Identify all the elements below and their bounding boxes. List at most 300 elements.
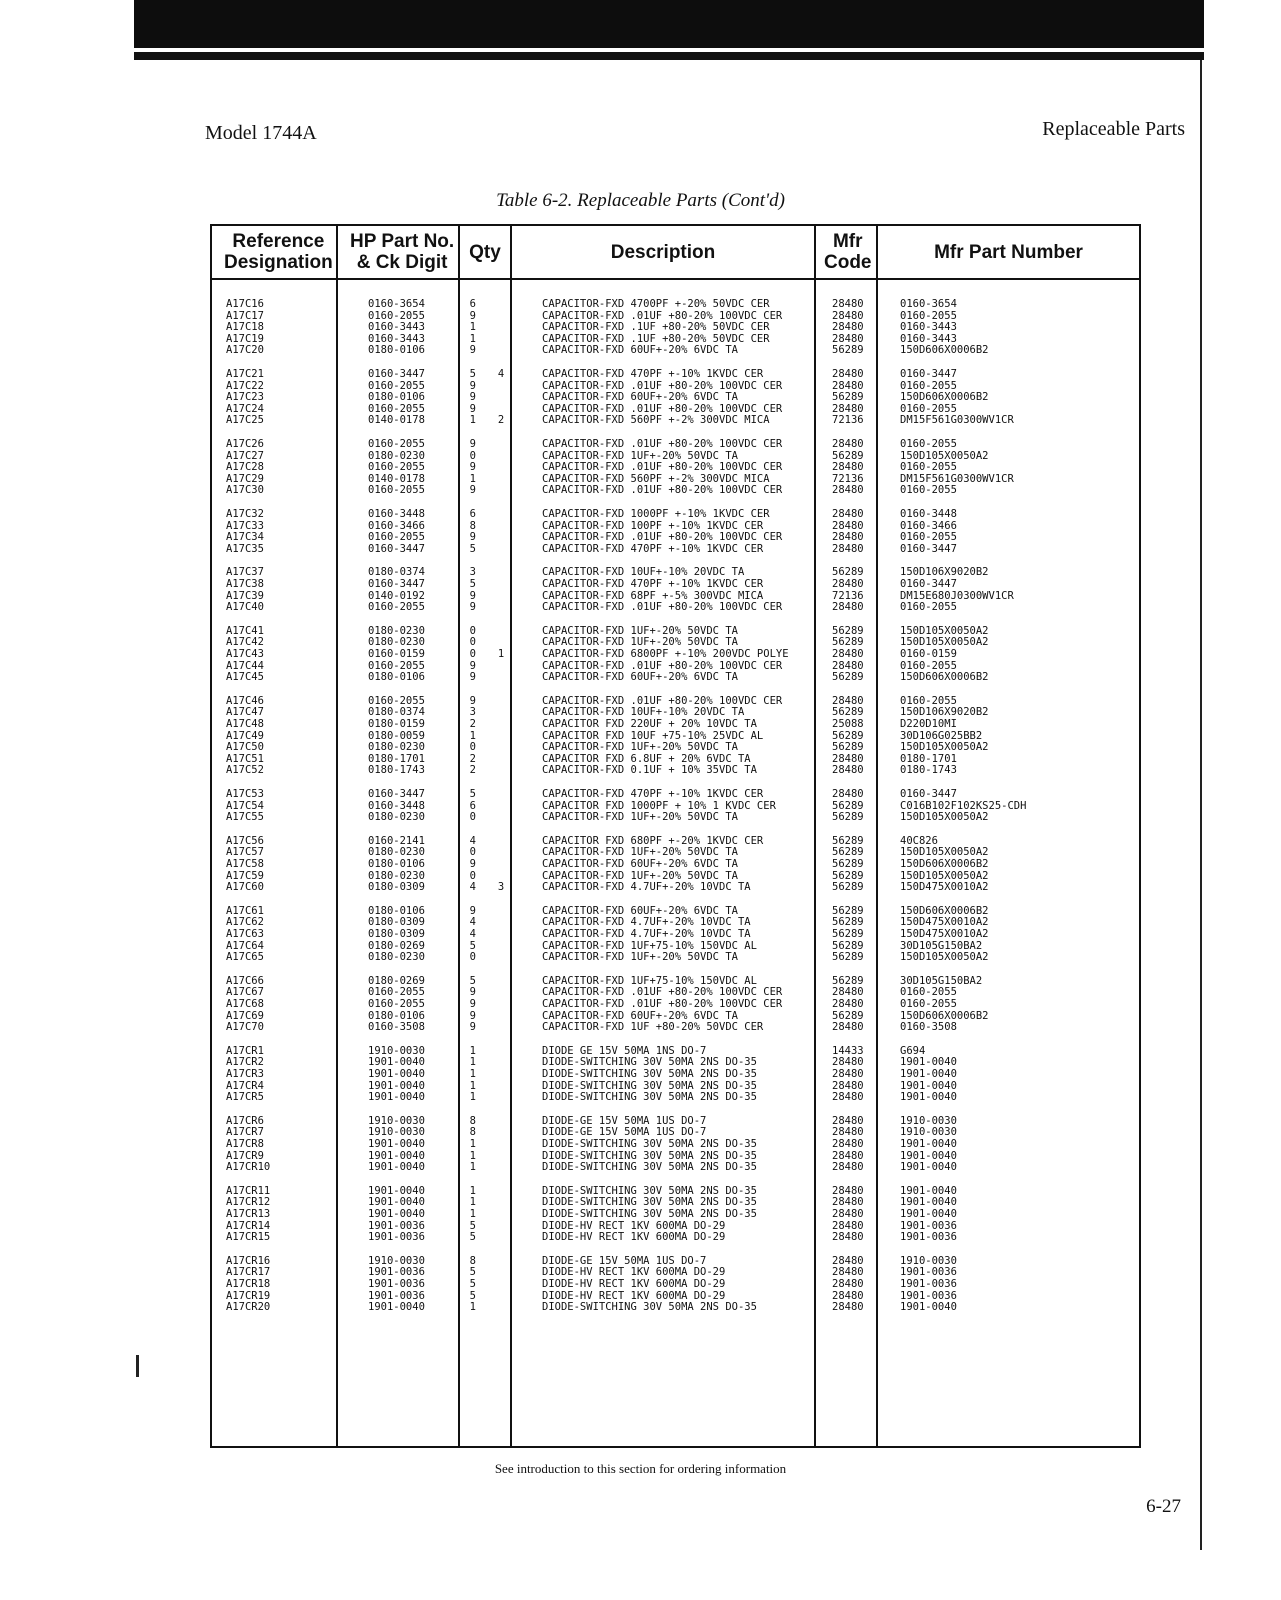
cell-part: 0180-0106 [368, 391, 425, 404]
cell-mpn: 150D105X0050A2 [900, 846, 989, 859]
cell-ref: A17C22 [226, 379, 264, 392]
cell-ref: A17CR8 [226, 1138, 264, 1150]
cell-mpn: 150D606X0006B2 [900, 671, 989, 684]
table-row [212, 414, 1139, 426]
cell-desc: DIODE-SWITCHING 30V 50MA 2NS DO-35 [542, 1138, 757, 1150]
cell-part: 0180-0106 [368, 671, 425, 684]
table-row [212, 695, 1139, 707]
table-row [212, 636, 1139, 648]
cell-ref: A17CR7 [226, 1126, 264, 1139]
cell-desc: CAPACITOR FXD 6.8UF + 20% 6VDC TA [542, 752, 751, 765]
cell-mfr: 28480 [832, 1091, 864, 1104]
cell-part: 0160-2141 [368, 834, 425, 847]
col-mfr-part-header: Mfr Part Number [934, 241, 1083, 263]
cell-part: 1901-0040 [368, 1068, 425, 1080]
cell-mpn: 0160-2055 [900, 379, 957, 392]
cell-desc: CAPACITOR-FXD 4700PF +-20% 50VDC CER [542, 298, 770, 310]
cell-ck: 9 [469, 309, 476, 322]
cell-ref: A17CR15 [226, 1231, 271, 1244]
cell-mfr: 56289 [832, 449, 864, 462]
table-row [212, 1091, 1139, 1103]
cell-mpn: 150D106X9020B2 [900, 706, 989, 719]
cell-desc: CAPACITOR-FXD 470PF +-10% 1KVDC CER [542, 542, 764, 555]
cell-ck: 5 [469, 1231, 476, 1244]
cell-ck: 1 [469, 1068, 476, 1080]
cell-ref: A17C25 [226, 414, 264, 427]
cell-ref: A17C38 [226, 578, 264, 590]
cell-mfr: 28480 [832, 484, 864, 497]
cell-mfr: 28480 [832, 402, 864, 415]
cell-mpn: 0160-0159 [900, 648, 957, 660]
cell-mfr: 28480 [832, 1149, 864, 1162]
cell-ref: A17C24 [226, 402, 264, 415]
cell-ref: A17CR16 [226, 1254, 271, 1267]
cell-desc: DIODE-HV RECT 1KV 600MA DO-29 [542, 1278, 726, 1290]
cell-part: 0180-0309 [368, 928, 425, 940]
cell-mfr: 56289 [832, 811, 864, 824]
cell-part: 0180-0106 [368, 858, 425, 870]
cell-ck: 8 [469, 1114, 476, 1127]
cell-mpn: 1901-0036 [900, 1289, 957, 1302]
cell-mpn: 150D606X0006B2 [900, 344, 989, 357]
cell-ref: A17C53 [226, 788, 264, 800]
cell-desc: DIODE-SWITCHING 30V 50MA 2NS DO-35 [542, 1161, 757, 1174]
cell-ck: 0 [469, 811, 476, 824]
cell-part: 0160-3447 [368, 578, 425, 590]
cell-desc: CAPACITOR-FXD 1000PF +-10% 1KVDC CER [542, 508, 770, 520]
cell-desc: CAPACITOR-FXD .01UF +80-20% 100VDC CER [542, 531, 783, 544]
cell-mpn: 0160-2055 [900, 986, 957, 999]
table-row [212, 625, 1139, 637]
cell-ref: A17CR5 [226, 1091, 264, 1104]
cell-ck: 5 [469, 939, 476, 952]
cell-ck: 0 [469, 869, 476, 882]
cell-part: 0160-2055 [368, 694, 425, 707]
cell-mpn: 1901-0040 [900, 1149, 957, 1162]
cell-ref: A17C23 [226, 391, 264, 404]
cell-ref: A17CR10 [226, 1161, 271, 1174]
table-row [212, 870, 1139, 882]
section-title: Replaceable Parts [1042, 118, 1185, 140]
cell-desc: CAPACITOR-FXD 60UF+-20% 6VDC TA [542, 858, 738, 870]
cell-mpn: 1910-0030 [900, 1254, 957, 1267]
table-row [212, 846, 1139, 858]
table-row [212, 648, 1139, 660]
cell-mpn: 30D105G150BA2 [900, 939, 983, 952]
table-row [212, 310, 1139, 322]
cell-desc: CAPACITOR-FXD 1UF+-20% 50VDC TA [542, 449, 738, 462]
cell-desc: CAPACITOR FXD 680PF +-20% 1KVDC CER [542, 834, 764, 847]
cell-desc: CAPACITOR-FXD .01UF +80-20% 100VDC CER [542, 379, 783, 392]
cell-mpn: 0160-3654 [900, 298, 957, 310]
table-row [212, 660, 1139, 672]
table-row [212, 578, 1139, 590]
cell-desc: CAPACITOR-FXD 60UF+-20% 6VDC TA [542, 344, 738, 357]
cell-desc: CAPACITOR-FXD .01UF +80-20% 100VDC CER [542, 601, 783, 614]
cell-desc: CAPACITOR-FXD .1UF +80-20% 50VDC CER [542, 321, 770, 334]
cell-mpn: 1901-0040 [900, 1208, 957, 1220]
table-row [212, 298, 1139, 310]
cell-desc: DIODE-GE 15V 50MA 1US DO-7 [542, 1254, 707, 1267]
margin-mark [136, 1355, 139, 1377]
cell-ref: A17C17 [226, 309, 264, 322]
cell-mfr: 28480 [832, 788, 864, 800]
table-row [212, 1278, 1139, 1290]
col-description-header: Description [610, 241, 716, 263]
cell-mpn: DM15E680J0300WV1CR [900, 589, 1014, 602]
cell-mfr: 28480 [832, 1278, 864, 1290]
cell-ref: A17C70 [226, 1021, 264, 1034]
cell-ck: 1 [469, 1301, 476, 1314]
cell-ck: 0 [469, 846, 476, 859]
cell-mfr: 28480 [832, 1301, 864, 1314]
cell-ck: 4 [469, 928, 476, 940]
cell-mfr: 28480 [832, 1114, 864, 1127]
cell-mfr: 56289 [832, 928, 864, 940]
cell-mfr: 28480 [832, 1021, 864, 1034]
cell-ck: 9 [469, 904, 476, 917]
table-row [212, 1185, 1139, 1197]
cell-ck: 2 [469, 764, 476, 777]
cell-desc: CAPACITOR-FXD 560PF +-2% 300VDC MICA [542, 472, 770, 485]
cell-ref: A17C43 [226, 648, 264, 660]
cell-part: 0160-3443 [368, 332, 425, 345]
cell-desc: DIODE-SWITCHING 30V 50MA 2NS DO-35 [542, 1091, 757, 1104]
cell-desc: DIODE-GE 15V 50MA 1US DO-7 [542, 1126, 707, 1139]
cell-mpn: DM15F561G0300WV1CR [900, 414, 1014, 427]
cell-ck: 9 [469, 601, 476, 614]
cell-mpn: 40C826 [900, 834, 938, 847]
cell-part: 0180-0374 [368, 706, 425, 719]
table-row [212, 1220, 1139, 1232]
table-row [212, 1290, 1139, 1302]
cell-part: 1901-0036 [368, 1266, 425, 1279]
header-rule [134, 52, 1204, 60]
parts-table [210, 224, 1141, 1448]
cell-ref: A17CR6 [226, 1114, 264, 1127]
cell-ref: A17C59 [226, 869, 264, 882]
cell-ref: A17C21 [226, 368, 264, 380]
cell-ref: A17C55 [226, 811, 264, 824]
cell-ref: A17C29 [226, 472, 264, 485]
cell-part: 0180-0230 [368, 869, 425, 882]
cell-mfr: 56289 [832, 671, 864, 684]
cell-part: 1901-0040 [368, 1196, 425, 1209]
table-row [212, 508, 1139, 520]
cell-ref: A17C60 [226, 881, 264, 894]
cell-desc: CAPACITOR-FXD 1UF+-20% 50VDC TA [542, 624, 738, 637]
cell-part: 0160-2055 [368, 461, 425, 474]
cell-mfr: 72136 [832, 589, 864, 602]
cell-mpn: C016B102F102KS25-CDH [900, 799, 1027, 812]
cell-ck: 1 [469, 1091, 476, 1104]
table-row [212, 391, 1139, 403]
cell-ck: 0 [469, 741, 476, 754]
cell-desc: CAPACITOR-FXD 1UF+-20% 50VDC TA [542, 869, 738, 882]
cell-part: 0180-0106 [368, 904, 425, 917]
cell-ck: 5 [469, 788, 476, 800]
cell-ref: A17C32 [226, 508, 264, 520]
cell-ck: 0 [469, 648, 476, 660]
cell-ref: A17C39 [226, 589, 264, 602]
cell-mfr: 56289 [832, 566, 864, 579]
cell-mpn: 0160-3443 [900, 321, 957, 334]
cell-ck: 4 [469, 834, 476, 847]
cell-mfr: 28480 [832, 1208, 864, 1220]
cell-desc: CAPACITOR-FXD 4.7UF+-20% 10VDC TA [542, 881, 751, 894]
cell-mfr: 72136 [832, 472, 864, 485]
cell-mfr: 56289 [832, 951, 864, 964]
cell-ref: A17CR20 [226, 1301, 271, 1314]
cell-ref: A17C37 [226, 566, 264, 579]
cell-ref: A17C26 [226, 438, 264, 450]
cell-ref: A17C67 [226, 986, 264, 999]
table-row [212, 1021, 1139, 1033]
table-row [212, 1115, 1139, 1127]
cell-desc: CAPACITOR-FXD 68PF +-5% 300VDC MICA [542, 589, 764, 602]
cell-part: 0180-0106 [368, 1009, 425, 1022]
cell-desc: DIODE GE 15V 50MA 1NS DO-7 [542, 1044, 707, 1057]
cell-part: 0160-3466 [368, 519, 425, 532]
cell-ref: A17C49 [226, 729, 264, 742]
cell-ck: 9 [469, 484, 476, 497]
table-row [212, 380, 1139, 392]
table-row [212, 881, 1139, 893]
cell-mpn: 150D606X0006B2 [900, 391, 989, 404]
cell-mpn: 1901-0036 [900, 1266, 957, 1279]
cell-mfr: 28480 [832, 1289, 864, 1302]
cell-ref: A17C54 [226, 799, 264, 812]
cell-ck: 9 [469, 659, 476, 672]
cell-part: 0160-2055 [368, 986, 425, 999]
cell-ck: 8 [469, 1126, 476, 1139]
cell-ref: A17C65 [226, 951, 264, 964]
cell-mfr: 28480 [832, 1231, 864, 1244]
table-row [212, 671, 1139, 683]
cell-mfr: 28480 [832, 519, 864, 532]
cell-ck: 9 [469, 391, 476, 404]
cell-part: 1901-0040 [368, 1161, 425, 1174]
table-row [212, 543, 1139, 555]
table-row [212, 590, 1139, 602]
cell-ck: 1 [469, 1079, 476, 1092]
cell-part: 0140-0178 [368, 472, 425, 485]
cell-part: 0160-2055 [368, 309, 425, 322]
cell-mpn: 1901-0040 [900, 1091, 957, 1104]
table-row [212, 601, 1139, 613]
cell-ref: A17C48 [226, 718, 264, 730]
cell-mpn: 150D105X0050A2 [900, 624, 989, 637]
cell-part: 1901-0040 [368, 1184, 425, 1197]
cell-part: 0160-0159 [368, 648, 425, 660]
cell-part: 0180-0374 [368, 566, 425, 579]
cell-mfr: 28480 [832, 508, 864, 520]
cell-ck: 1 [469, 332, 476, 345]
table-row [212, 718, 1139, 730]
cell-mfr: 56289 [832, 1009, 864, 1022]
cell-ref: A17C27 [226, 449, 264, 462]
cell-mpn: 150D606X0006B2 [900, 904, 989, 917]
cell-part: 1910-0030 [368, 1126, 425, 1139]
cell-mfr: 72136 [832, 414, 864, 427]
cell-desc: CAPACITOR-FXD .01UF +80-20% 100VDC CER [542, 461, 783, 474]
table-row [212, 1056, 1139, 1068]
cell-ref: A17C57 [226, 846, 264, 859]
cell-mfr: 28480 [832, 438, 864, 450]
cell-ref: A17CR13 [226, 1208, 271, 1220]
cell-part: 0160-2055 [368, 379, 425, 392]
cell-ck: 1 [469, 321, 476, 334]
cell-part: 0140-0192 [368, 589, 425, 602]
cell-ck: 4 [469, 916, 476, 929]
cell-part: 0140-0178 [368, 414, 425, 427]
cell-part: 1901-0036 [368, 1231, 425, 1244]
cell-part: 0160-3508 [368, 1021, 425, 1034]
cell-mpn: 0160-3447 [900, 578, 957, 590]
cell-desc: DIODE-SWITCHING 30V 50MA 2NS DO-35 [542, 1056, 757, 1069]
cell-mpn: 0160-2055 [900, 438, 957, 450]
cell-mpn: 0160-3466 [900, 519, 957, 532]
table-row [212, 1266, 1139, 1278]
cell-part: 0180-0230 [368, 741, 425, 754]
cell-part: 0160-2055 [368, 998, 425, 1010]
table-row [212, 940, 1139, 952]
cell-ref: A17C44 [226, 659, 264, 672]
cell-desc: CAPACITOR-FXD 60UF+-20% 6VDC TA [542, 391, 738, 404]
cell-part: 0180-0269 [368, 974, 425, 987]
table-row [212, 484, 1139, 496]
cell-ref: A17CR2 [226, 1056, 264, 1069]
table-row [212, 811, 1139, 823]
cell-mpn: 1901-0036 [900, 1219, 957, 1232]
cell-part: 0180-0230 [368, 811, 425, 824]
cell-part: 1901-0040 [368, 1149, 425, 1162]
cell-part: 0160-2055 [368, 531, 425, 544]
cell-mpn: 150D606X0006B2 [900, 1009, 989, 1022]
cell-ck: 0 [469, 636, 476, 649]
cell-mpn: 0160-3447 [900, 788, 957, 800]
table-row [212, 1138, 1139, 1150]
cell-mfr: 28480 [832, 1219, 864, 1232]
cell-ref: A17C19 [226, 332, 264, 345]
cell-ck: 2 [469, 752, 476, 765]
cell-desc: DIODE-GE 15V 50MA 1US DO-7 [542, 1114, 707, 1127]
cell-mpn: 0160-3447 [900, 542, 957, 555]
table-row [212, 764, 1139, 776]
cell-part: 0160-3448 [368, 508, 425, 520]
cell-mfr: 28480 [832, 1126, 864, 1139]
cell-part: 0160-3448 [368, 799, 425, 812]
cell-desc: CAPACITOR-FXD .01UF +80-20% 100VDC CER [542, 694, 783, 707]
cell-ck: 3 [469, 566, 476, 579]
cell-ref: A17C50 [226, 741, 264, 754]
cell-part: 1910-0030 [368, 1254, 425, 1267]
cell-ck: 3 [469, 706, 476, 719]
cell-mfr: 28480 [832, 1068, 864, 1080]
cell-mpn: G694 [900, 1044, 926, 1057]
cell-desc: CAPACITOR-FXD 6800PF +-10% 200VDC POLYE [542, 648, 789, 660]
cell-mfr: 56289 [832, 916, 864, 929]
cell-mpn: 0160-2055 [900, 531, 957, 544]
cell-desc: CAPACITOR-FXD 100PF +-10% 1KVDC CER [542, 519, 764, 532]
cell-part: 1901-0040 [368, 1091, 425, 1104]
cell-mpn: 1901-0040 [900, 1079, 957, 1092]
cell-mpn: 150D105X0050A2 [900, 811, 989, 824]
cell-ck: 1 [469, 729, 476, 742]
cell-mfr: 56289 [832, 881, 864, 894]
cell-mfr: 28480 [832, 309, 864, 322]
cell-ck: 5 [469, 368, 476, 380]
table-row [212, 835, 1139, 847]
cell-mfr: 56289 [832, 729, 864, 742]
cell-ref: A17C41 [226, 624, 264, 637]
cell-mpn: 0180-1701 [900, 752, 957, 765]
cell-ck: 9 [469, 986, 476, 999]
cell-ref: A17C52 [226, 764, 264, 777]
cell-ref: A17CR18 [226, 1278, 271, 1290]
cell-part: 1901-0040 [368, 1301, 425, 1314]
cell-desc: CAPACITOR-FXD .01UF +80-20% 100VDC CER [542, 402, 783, 415]
table-row [212, 800, 1139, 812]
col-qty-header: Qty [469, 241, 501, 263]
cell-mpn: 150D606X0006B2 [900, 858, 989, 870]
cell-mfr: 28480 [832, 368, 864, 380]
cell-mpn: D220D10MI [900, 718, 957, 730]
cell-ck: 8 [469, 519, 476, 532]
cell-ref: A17C64 [226, 939, 264, 952]
cell-part: 0160-2055 [368, 438, 425, 450]
cell-desc: CAPACITOR-FXD .01UF +80-20% 100VDC CER [542, 998, 783, 1010]
cell-mpn: 150D475X0010A2 [900, 881, 989, 894]
cell-part: 1901-0040 [368, 1138, 425, 1150]
cell-ck: 0 [469, 449, 476, 462]
cell-ck: 9 [469, 671, 476, 684]
cell-mfr: 28480 [832, 298, 864, 310]
table-row [212, 858, 1139, 870]
cell-mpn: 150D106X9020B2 [900, 566, 989, 579]
cell-ref: A17C58 [226, 858, 264, 870]
table-row [212, 333, 1139, 345]
table-caption: Table 6-2. Replaceable Parts (Cont'd) [496, 190, 785, 211]
cell-mfr: 28480 [832, 752, 864, 765]
cell-ref: A17CR1 [226, 1044, 264, 1057]
cell-mpn: 150D475X0010A2 [900, 916, 989, 929]
table-row [212, 730, 1139, 742]
cell-ck: 0 [469, 624, 476, 637]
cell-part: 0160-3447 [368, 788, 425, 800]
table-row [212, 753, 1139, 765]
cell-ck: 9 [469, 1009, 476, 1022]
table-row [212, 531, 1139, 543]
cell-mpn: 0160-3508 [900, 1021, 957, 1034]
cell-ck: 6 [469, 799, 476, 812]
cell-ref: A17C42 [226, 636, 264, 649]
cell-ref: A17C47 [226, 706, 264, 719]
cell-part: 0180-0309 [368, 881, 425, 894]
col-hp-part-header: HP Part No. & Ck Digit [350, 231, 455, 273]
cell-part: 0160-2055 [368, 484, 425, 497]
cell-mpn: 1910-0030 [900, 1126, 957, 1139]
cell-ref: A17C66 [226, 974, 264, 987]
cell-mfr: 56289 [832, 344, 864, 357]
cell-mpn: 150D105X0050A2 [900, 741, 989, 754]
table-row [212, 788, 1139, 800]
cell-ref: A17C28 [226, 461, 264, 474]
cell-mpn: 0160-3448 [900, 508, 957, 520]
col-mfr-code-header: Mfr Code [824, 231, 872, 273]
cell-ck: 5 [469, 542, 476, 555]
cell-ck: 9 [469, 589, 476, 602]
